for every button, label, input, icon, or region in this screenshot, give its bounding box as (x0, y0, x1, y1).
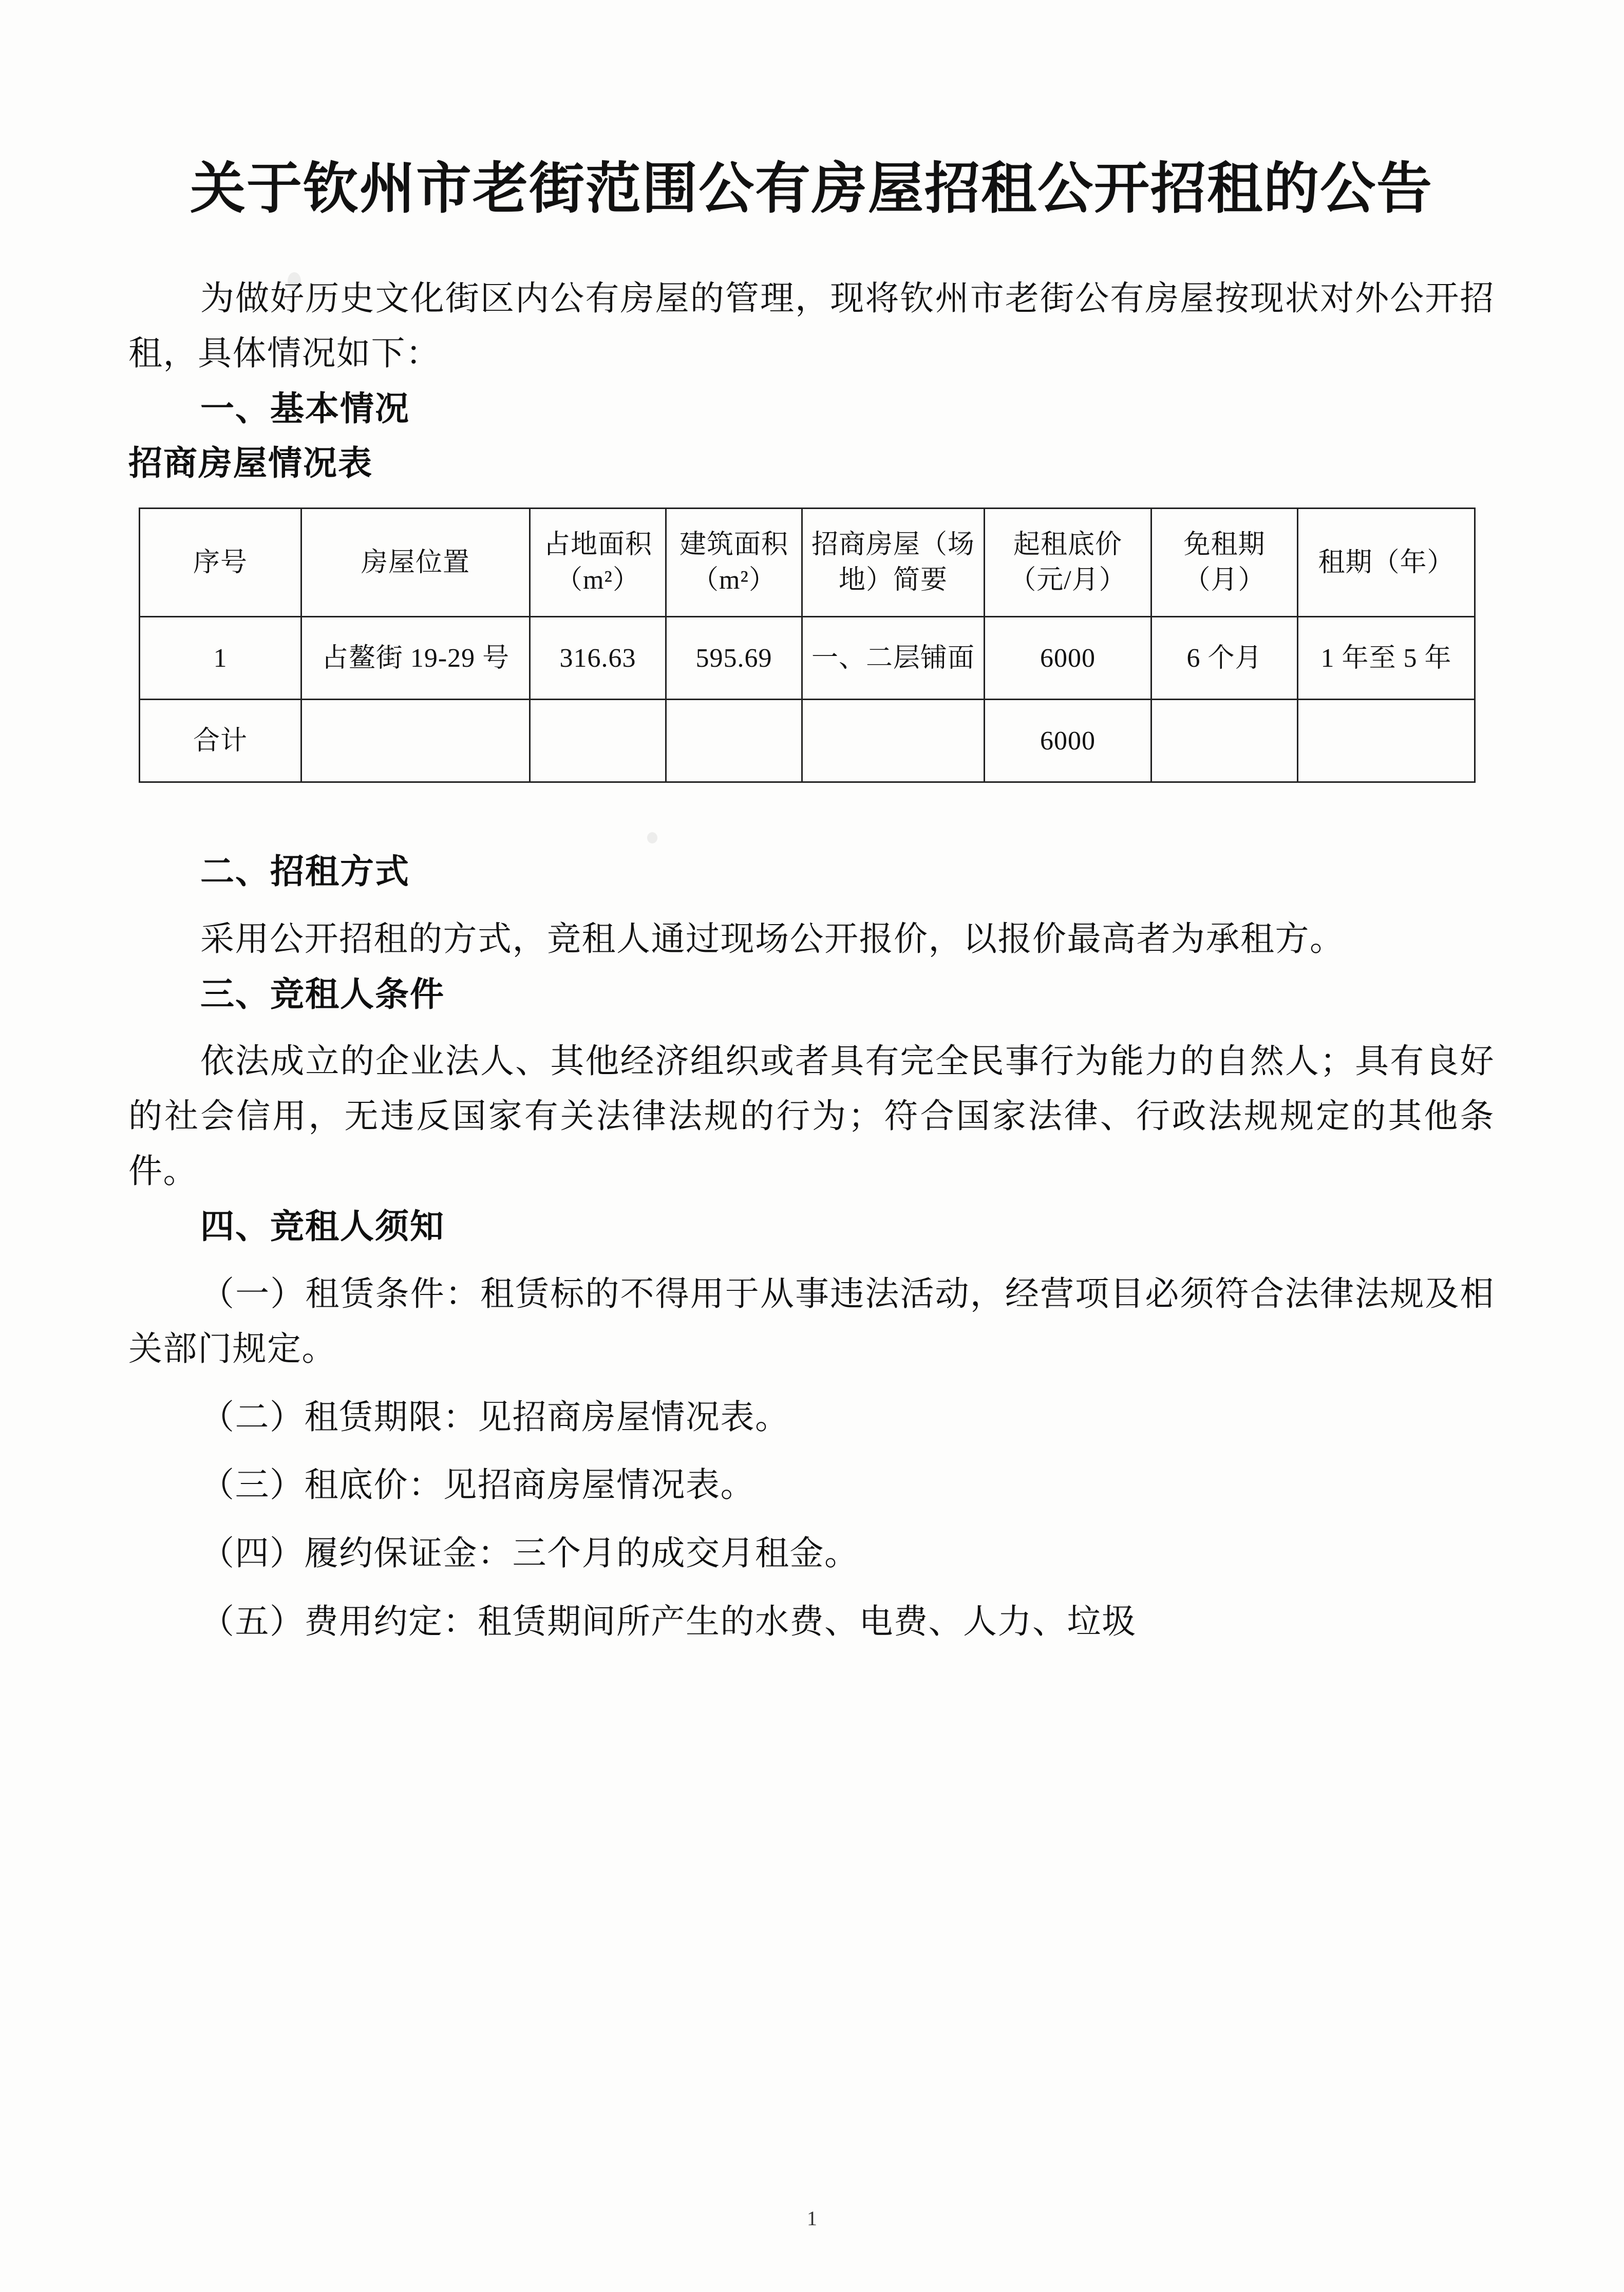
housing-info-table (139, 508, 1476, 783)
section-heading-four: 四、竞租人须知 (200, 1207, 445, 1246)
notice-item-3: （三）租底价：见招商房屋情况表。 (200, 1467, 755, 1505)
cell-base-price: 6000 (985, 617, 1151, 700)
table-header-cell: 租期（年） (1298, 509, 1475, 617)
document-body (128, 77, 1495, 2224)
section-two-body: 采用公开招租的方式，竞租人通过现场公开报价，以报价最高者为承租方。 (200, 920, 1345, 958)
cell-index: 1 (140, 617, 301, 700)
table-header-cell: 起租底价（元/月） (985, 509, 1151, 617)
cell-lease-term: 1 年至 5 年 (1298, 617, 1475, 700)
table-caption: 招商房屋情况表 (128, 443, 373, 482)
cell-location: 占鳌街 19-29 号 (301, 617, 530, 700)
cell-free-period: 6 个月 (1151, 617, 1298, 700)
cell-total-base-price: 6000 (985, 700, 1151, 782)
cell-land-area: 316.63 (530, 617, 666, 700)
table-row (140, 617, 1475, 700)
cell-total-lease-term (1298, 700, 1475, 782)
notice-item-1: （一）租赁条件：租赁标的不得用于从事违法活动，经营项目必须符合法律法规及相关部门规定。 (128, 1275, 1495, 1368)
table-header-row (140, 509, 1475, 617)
cell-total-summary (802, 700, 985, 782)
table-total-row (140, 700, 1475, 782)
notice-item-2: （二）租赁期限：见招商房屋情况表。 (200, 1398, 790, 1436)
table-header-cell: 序号 (140, 509, 301, 617)
cell-total-location (301, 700, 530, 782)
section-three-body: 依法成立的企业法人、其他经济组织或者具有完全民事行为能力的自然人；具有良好的社会信用，无违反国家有关法律法规的行为；符合国家法律、行政法规规定的其他条件。 (128, 1043, 1495, 1191)
table-header-cell: 占地面积（m²） (530, 509, 666, 617)
cell-total-land-area (530, 700, 666, 782)
page-number: 1 (807, 2207, 817, 2230)
cell-summary: 一、二层铺面 (802, 617, 985, 700)
cell-build-area: 595.69 (666, 617, 802, 700)
notice-item-5: （五）费用约定：租赁期间所产生的水费、电费、人力、垃圾 (200, 1603, 1137, 1641)
intro-paragraph: 为做好历史文化街区内公有房屋的管理，现将钦州市老街公有房屋按现状对外公开招租，具体情况如下： (128, 280, 1495, 373)
table-header-cell: 房屋位置 (301, 509, 530, 617)
table-header-cell: 招商房屋（场地）简要 (802, 509, 985, 617)
cell-total-free-period (1151, 700, 1298, 782)
page-title: 关于钦州市老街范围公有房屋招租公开招租的公告 (190, 157, 1433, 219)
table-header-cell: 建筑面积（m²） (666, 509, 802, 617)
cell-total-build-area (666, 700, 802, 782)
section-heading-two: 二、招租方式 (200, 852, 410, 891)
section-heading-three: 三、竞租人条件 (200, 974, 445, 1013)
cell-total-label: 合计 (140, 700, 301, 782)
section-heading-one: 一、基本情况 (200, 389, 410, 428)
table-header-cell: 免租期（月） (1151, 509, 1298, 617)
notice-item-4: （四）履约保证金：三个月的成交月租金。 (200, 1535, 859, 1573)
